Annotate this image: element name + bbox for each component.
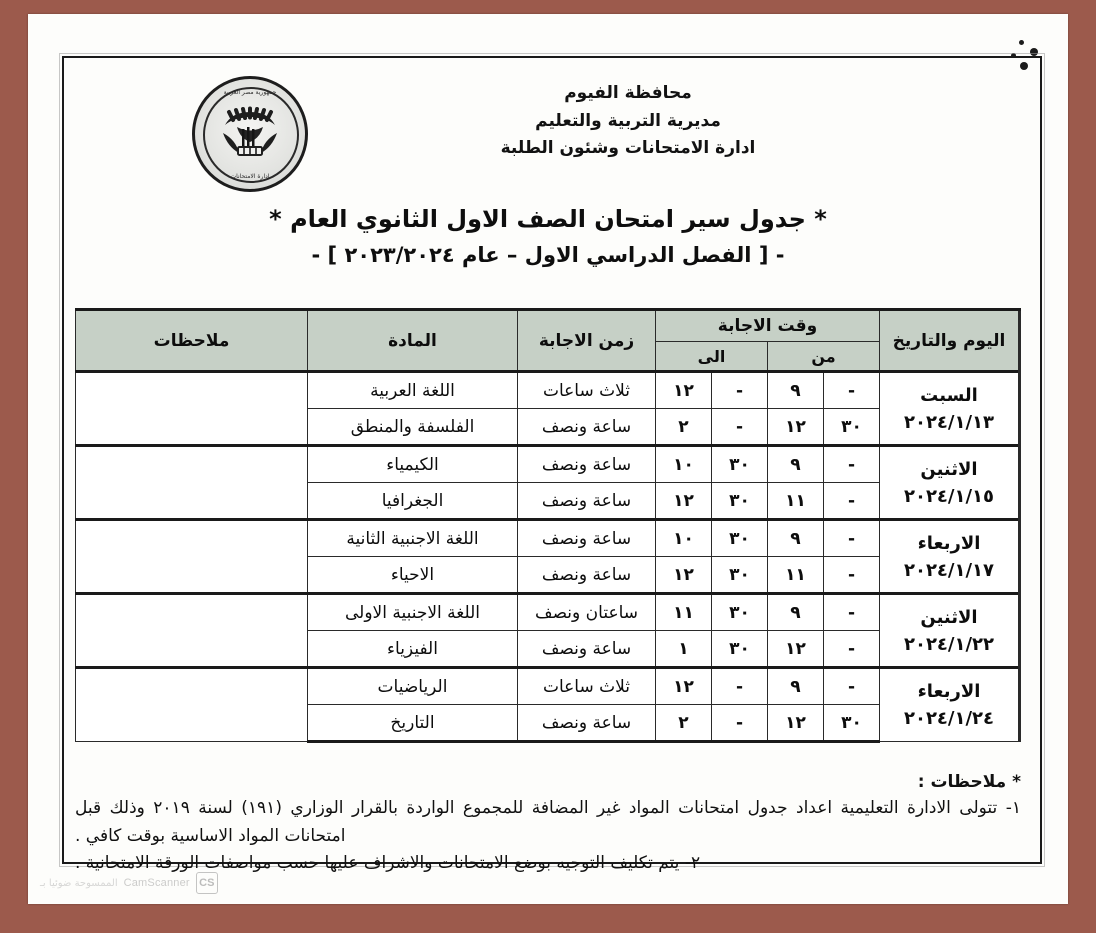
cell-to-hour: ١٢ xyxy=(656,668,712,705)
cell-from-hour: ١٢ xyxy=(768,705,824,742)
cell-from-minute: ٣٠ xyxy=(824,409,880,446)
table-row xyxy=(76,446,1020,483)
table-row xyxy=(76,372,1020,409)
cell-day-date xyxy=(880,594,1020,668)
department-line: ادارة الامتحانات وشئون الطلبة xyxy=(500,138,756,159)
cell-from-hour: ١٢ xyxy=(768,631,824,668)
cell-from-minute: - xyxy=(824,372,880,409)
cell-to-minute: - xyxy=(712,409,768,446)
cell-to-hour: ١١ xyxy=(656,594,712,631)
cell-from-hour: ٩ xyxy=(768,594,824,631)
note-item-2: ٢- يتم تكليف التوجيه بوضع الامتحانات والاشراف عليها حسب مواصفات الورقة الامتحانية . xyxy=(75,853,701,874)
day-name: الاربعاء xyxy=(917,681,981,702)
camscanner-arabic-text: الممسوحة ضوئيا بـ xyxy=(40,877,118,889)
cell-from-hour: ٩ xyxy=(768,372,824,409)
cell-from-minute: - xyxy=(824,520,880,557)
cell-to-minute: ٣٠ xyxy=(712,520,768,557)
cell-notes xyxy=(76,520,308,594)
table-row xyxy=(76,520,1020,557)
exam-schedule-table xyxy=(75,308,1021,743)
day-name: الاثنين xyxy=(920,606,978,628)
cell-day-date xyxy=(880,372,1020,446)
header-subject: المادة xyxy=(308,310,518,372)
cell-to-minute: - xyxy=(712,668,768,705)
emblem-rim-bottom-text: ادارة الامتحانات xyxy=(230,173,270,180)
cell-to-minute: ٣٠ xyxy=(712,631,768,668)
cell-subject: اللغة العربية xyxy=(308,372,518,409)
cell-to-hour: ٢ xyxy=(656,705,712,742)
cell-from-hour: ١٢ xyxy=(768,409,824,446)
cell-notes xyxy=(76,668,308,742)
notes-title: * ملاحظات : xyxy=(917,772,1021,792)
cell-duration: ساعتان ونصف xyxy=(518,594,656,631)
cell-subject: الجغرافيا xyxy=(308,483,518,520)
day-date: ٢٠٢٤/١/١٥ xyxy=(903,485,995,507)
cell-from-minute: - xyxy=(824,446,880,483)
cell-duration: ساعة ونصف xyxy=(518,705,656,742)
cell-to-hour: ١٢ xyxy=(656,557,712,594)
header-answer-time: وقت الاجابة xyxy=(656,310,880,342)
cell-subject: اللغة الاجنبية الثانية xyxy=(308,520,518,557)
directorate-line: مديرية التربية والتعليم xyxy=(535,110,721,131)
cell-duration: ساعة ونصف xyxy=(518,409,656,446)
day-date: ٢٠٢٤/١/٢٢ xyxy=(903,633,995,655)
day-date: ٢٠٢٤/١/١٧ xyxy=(903,559,995,581)
cell-to-minute: ٣٠ xyxy=(712,557,768,594)
emblem-rim-top-text: جمهورية مصر العربية xyxy=(223,89,277,96)
cell-notes xyxy=(76,594,308,668)
cell-notes xyxy=(76,372,308,446)
cell-subject: الاحياء xyxy=(308,557,518,594)
cell-to-minute: ٣٠ xyxy=(712,594,768,631)
camscanner-watermark xyxy=(40,872,218,894)
cell-from-hour: ٩ xyxy=(768,668,824,705)
cell-duration: ساعة ونصف xyxy=(518,557,656,594)
day-date: ٢٠٢٤/١/٢٤ xyxy=(903,708,995,729)
ministry-emblem-icon xyxy=(188,76,308,192)
cell-to-hour: ١٢ xyxy=(656,483,712,520)
cell-to-hour: ١ xyxy=(656,631,712,668)
day-name: الاربعاء xyxy=(917,532,981,554)
cell-day-date xyxy=(880,446,1020,520)
note-item-1: ١- تتولى الادارة التعليمية اعداد جدول امتحانات المواد غير المضافة للمجموع الواردة بالقرار الوزاري (١٩١) لسنة ٢٠١٩ وذلك قبل امتحانات المواد الاساسية بوقت كافي . xyxy=(75,798,1021,846)
cell-subject: الكيمياء xyxy=(308,446,518,483)
cell-to-minute: - xyxy=(712,372,768,409)
cell-day-date xyxy=(880,668,1020,742)
header-from: من xyxy=(768,342,880,372)
cell-duration: ثلاث ساعات xyxy=(518,372,656,409)
cell-from-minute: - xyxy=(824,557,880,594)
organization-lines xyxy=(308,80,948,163)
scanned-page xyxy=(28,14,1068,904)
schedule-table-container xyxy=(75,308,1021,743)
cell-to-hour: ١٠ xyxy=(656,520,712,557)
cell-subject: الفلسفة والمنطق xyxy=(308,409,518,446)
cell-duration: ساعة ونصف xyxy=(518,520,656,557)
title-block xyxy=(28,202,1068,267)
cell-from-minute: ٣٠ xyxy=(824,705,880,742)
cell-from-minute: - xyxy=(824,631,880,668)
day-date: ٢٠٢٤/١/١٣ xyxy=(903,411,995,433)
cell-from-minute: - xyxy=(824,594,880,631)
governorate-line: محافظة الفيوم xyxy=(564,83,692,103)
header-to: الى xyxy=(656,342,768,372)
table-body xyxy=(76,372,1020,742)
cell-to-hour: ١٠ xyxy=(656,446,712,483)
header-answer-duration: زمن الاجابة xyxy=(518,310,656,372)
cell-from-hour: ٩ xyxy=(768,520,824,557)
cell-duration: ساعة ونصف xyxy=(518,483,656,520)
table-header xyxy=(76,310,1020,372)
cell-to-minute: - xyxy=(712,705,768,742)
document-header xyxy=(28,66,1068,186)
cell-notes xyxy=(76,446,308,520)
cell-to-minute: ٣٠ xyxy=(712,483,768,520)
notes-section xyxy=(75,772,1021,878)
cell-from-minute: - xyxy=(824,483,880,520)
cell-from-hour: ١١ xyxy=(768,483,824,520)
header-day-date: اليوم والتاريخ xyxy=(880,310,1020,372)
cell-subject: اللغة الاجنبية الاولى xyxy=(308,594,518,631)
cell-from-minute: - xyxy=(824,668,880,705)
cell-subject: الفيزياء xyxy=(308,631,518,668)
cell-duration: ثلاث ساعات xyxy=(518,668,656,705)
page-subtitle: - [ الفصل الدراسي الاول – عام ٢٠٢٣/٢٠٢٤ ] - xyxy=(311,242,785,267)
cell-duration: ساعة ونصف xyxy=(518,446,656,483)
camscanner-logo-icon: CS xyxy=(196,872,218,894)
cell-to-hour: ١٢ xyxy=(656,372,712,409)
table-row xyxy=(76,594,1020,631)
camscanner-brand-text: CamScanner xyxy=(123,877,190,889)
cell-from-hour: ١١ xyxy=(768,557,824,594)
cell-to-minute: ٣٠ xyxy=(712,446,768,483)
day-name: السبت xyxy=(920,384,978,406)
cell-to-hour: ٢ xyxy=(656,409,712,446)
cell-duration: ساعة ونصف xyxy=(518,631,656,668)
cell-day-date xyxy=(880,520,1020,594)
day-name: الاثنين xyxy=(920,458,978,480)
header-notes: ملاحظات xyxy=(76,310,308,372)
cell-subject: التاريخ xyxy=(308,705,518,742)
cell-from-hour: ٩ xyxy=(768,446,824,483)
cell-subject: الرياضيات xyxy=(308,668,518,705)
table-row xyxy=(76,668,1020,705)
page-title: * جدول سير امتحان الصف الاول الثانوي العام * xyxy=(269,205,827,233)
